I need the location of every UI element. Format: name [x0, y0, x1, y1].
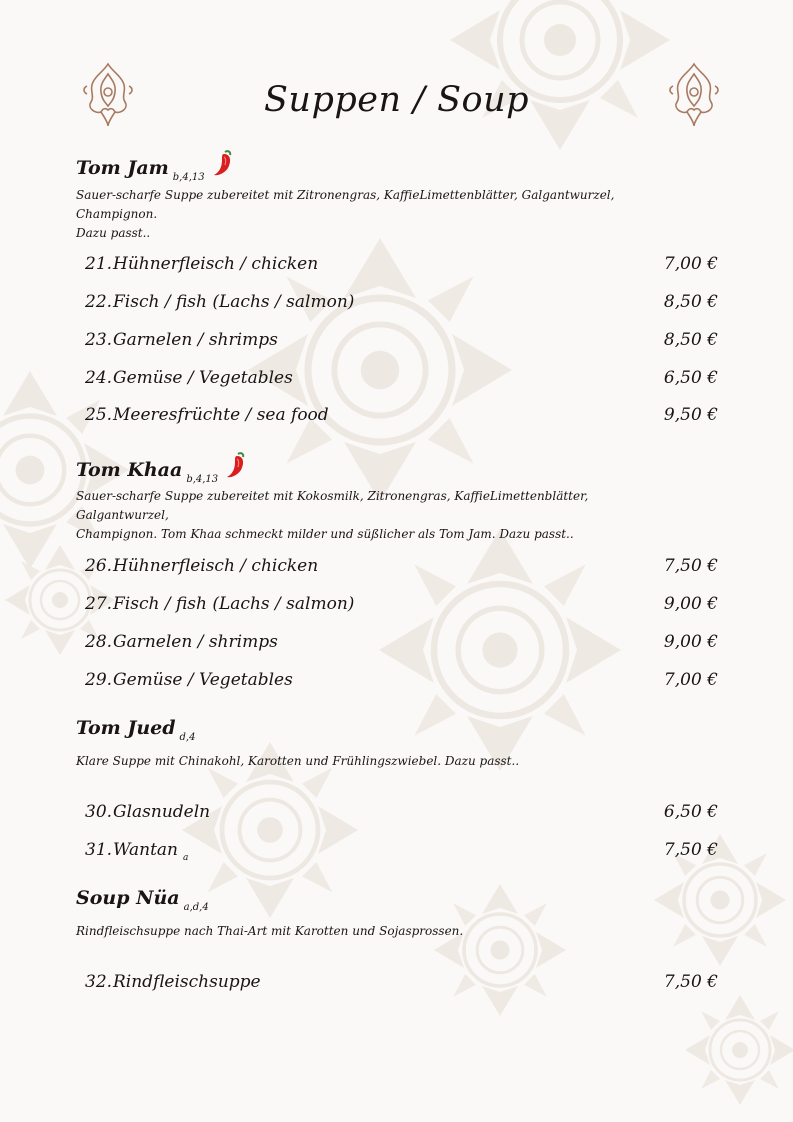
- item-price: 6,50 €: [663, 802, 718, 822]
- section-heading: [76, 887, 209, 913]
- item-name: Fisch / fish (Lachs / salmon): [113, 292, 355, 312]
- item-number: 29.: [85, 670, 113, 690]
- item-name: Meeresfrüchte / sea food: [113, 405, 329, 425]
- item-number: 31.: [85, 840, 113, 860]
- section-description: Sauer-scharfe Suppe zubereitet mit Kokosmilk, Zitronengras, KaffieLimettenblätter, Galgantwurzel, Champignon. Tom Khaa schmeckt milder und süßlicher als Tom Jam. Dazu passt..: [76, 489, 589, 541]
- section-allergens: b,4,13: [186, 474, 219, 485]
- item-price: 9,00 €: [663, 632, 718, 652]
- item-price: 7,00 €: [663, 254, 718, 274]
- item-name: Fisch / fish (Lachs / salmon): [113, 594, 355, 614]
- item-number: 28.: [85, 632, 113, 652]
- section-description: Rindfleischsuppe nach Thai-Art mit Karotten und Sojasprossen.: [76, 924, 464, 938]
- section-name: Soup Nüa: [76, 887, 180, 909]
- item-name: Rindfleischsuppe: [113, 972, 261, 992]
- item-name: Glasnudeln: [113, 802, 211, 822]
- item-price: 7,50 €: [663, 556, 718, 576]
- section-allergens: b,4,13: [172, 172, 205, 183]
- item-number: 24.: [85, 368, 113, 388]
- section-heading: [76, 717, 196, 743]
- item-price: 9,50 €: [663, 405, 718, 425]
- item-price: 8,50 €: [663, 330, 718, 350]
- item-price: 7,50 €: [663, 840, 718, 860]
- item-name: Gemüse / Vegetables: [113, 670, 293, 690]
- list-item: [85, 632, 718, 658]
- list-item: [85, 292, 718, 318]
- item-number: 27.: [85, 594, 113, 614]
- item-name: Garnelen / shrimps: [113, 632, 278, 652]
- section-name: Tom Jam: [76, 157, 169, 179]
- item-name: Wantan $_a$: [113, 840, 189, 863]
- list-item: [85, 972, 718, 998]
- item-name: Gemüse / Vegetables: [113, 368, 293, 388]
- list-item: [85, 405, 718, 431]
- item-number: 22.: [85, 292, 113, 312]
- item-number: 25.: [85, 405, 113, 425]
- section-description: Klare Suppe mit Chinakohl, Karotten und Frühlingszwiebel. Dazu passt..: [76, 754, 520, 768]
- item-name: Hühnerfleisch / chicken: [113, 254, 319, 274]
- item-name: Hühnerfleisch / chicken: [113, 556, 319, 576]
- section-allergens: d,4: [179, 732, 196, 743]
- item-name: Garnelen / shrimps: [113, 330, 278, 350]
- item-number: 21.: [85, 254, 113, 274]
- chili-icon: [225, 450, 247, 480]
- list-item: [85, 594, 718, 620]
- page-title: Suppen / Soup: [263, 80, 530, 120]
- item-price: 8,50 €: [663, 292, 718, 312]
- section-allergens: a,d,4: [183, 902, 209, 913]
- item-price: 7,50 €: [663, 972, 718, 992]
- chili-icon: [212, 148, 234, 178]
- section-description: Sauer-scharfe Suppe zubereitet mit Zitronengras, KaffieLimettenblätter, Galgantwurzel, Champignon. Dazu passt..: [76, 188, 615, 240]
- list-item: [85, 330, 718, 356]
- section-heading: [76, 450, 247, 485]
- list-item: [85, 840, 718, 866]
- item-allergen: a: [183, 853, 189, 863]
- item-price: 7,00 €: [663, 670, 718, 690]
- list-item: [85, 556, 718, 582]
- item-price: 6,50 €: [663, 368, 718, 388]
- item-number: 30.: [85, 802, 113, 822]
- item-number: 32.: [85, 972, 113, 992]
- list-item: [85, 802, 718, 828]
- section-name: Tom Jued: [76, 717, 176, 739]
- item-number: 26.: [85, 556, 113, 576]
- section-heading: [76, 148, 234, 183]
- item-price: 9,00 €: [663, 594, 718, 614]
- list-item: [85, 670, 718, 696]
- section-name: Tom Khaa: [76, 459, 183, 481]
- item-number: 23.: [85, 330, 113, 350]
- list-item: [85, 254, 718, 280]
- list-item: [85, 368, 718, 394]
